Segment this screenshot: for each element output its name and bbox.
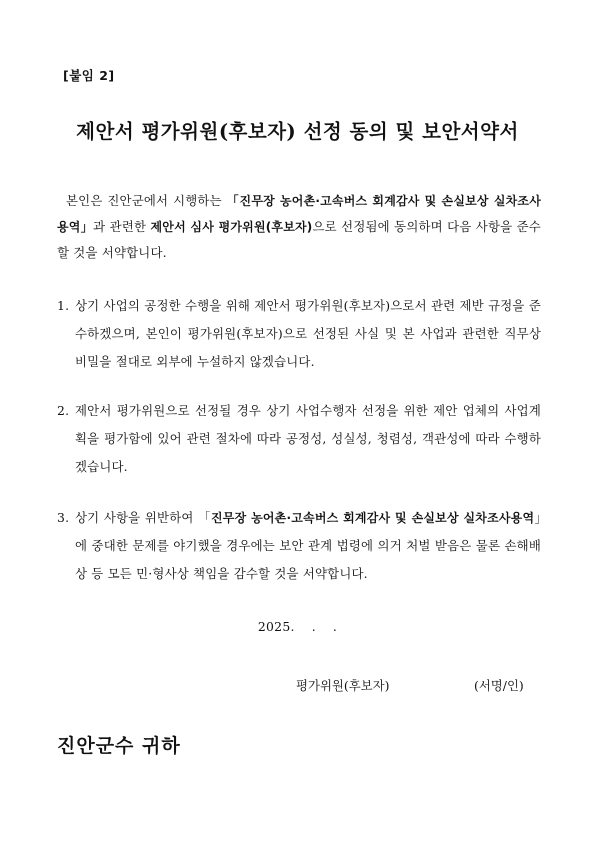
pledge-item-text: 상기 사업의 공정한 수행을 위해 제안서 평가위원(후보자)으로서 관련 제반 규정을 준수하겠으며, 본인이 평가위원(후보자)으로 선정된 사실 및 본 사업과 관련한 직무상 비밀을 절대로 외부에 누설하지 않겠습니다. bbox=[75, 298, 541, 369]
addressee: 진안군수 귀하 bbox=[57, 735, 181, 757]
date-text: 2025. . . bbox=[257, 619, 338, 634]
date-line bbox=[0, 619, 595, 634]
pledge-item-number: 3. bbox=[57, 510, 70, 525]
intro-prefix: 본인은 진안군에서 시행하는 bbox=[66, 193, 227, 208]
pledge-item-project-name: 진무장 농어촌·고속버스 회계감사 및 손실보상 실차조사용역 bbox=[210, 511, 535, 525]
intro-paragraph bbox=[57, 188, 541, 266]
pledge-item-3 bbox=[57, 504, 541, 588]
pledge-item-suffix: 」에 중대한 문제를 야기했을 경우에는 보안 관계 법령에 의거 처벌 받음은 물론 손해배상 등 모든 민·형사상 책임을 감수할 것을 서약합니다. bbox=[75, 510, 542, 581]
pledge-item-2 bbox=[57, 397, 541, 481]
intro-role: 제안서 심사 평가위원(후보자) bbox=[150, 220, 313, 234]
intro-suffix: 으로 선정됨에 동의하며 다음 사항을 준수할 것을 서약합니다. bbox=[57, 219, 541, 260]
signature-mark: (서명/인) bbox=[474, 678, 524, 693]
document-title: 제안서 평가위원(후보자) 선정 동의 및 보안서약서 bbox=[76, 120, 519, 143]
pledge-item-prefix: 상기 사항을 위반하여 「 bbox=[75, 510, 211, 525]
pledge-item-text: 제안서 평가위원으로 선정될 경우 상기 사업수행자 선정을 위한 제안 업체의 사업계획을 평가함에 있어 관련 절차에 따라 공정성, 성실성, 청렴성, 객관성에 따라 수행하겠습니다. bbox=[75, 403, 541, 474]
pledge-item-number: 2. bbox=[57, 403, 70, 418]
pledge-item-1 bbox=[57, 292, 541, 376]
pledge-item-number: 1. bbox=[57, 298, 70, 313]
intro-project-name: 「진무장 농어촌·고속버스 회계감사 및 손실보상 실차조사용역」 bbox=[57, 194, 541, 234]
signer-label: 평가위원(후보자) bbox=[296, 678, 390, 693]
attachment-label: [붙임 2] bbox=[63, 68, 115, 83]
intro-middle: 과 관련한 bbox=[93, 219, 151, 234]
